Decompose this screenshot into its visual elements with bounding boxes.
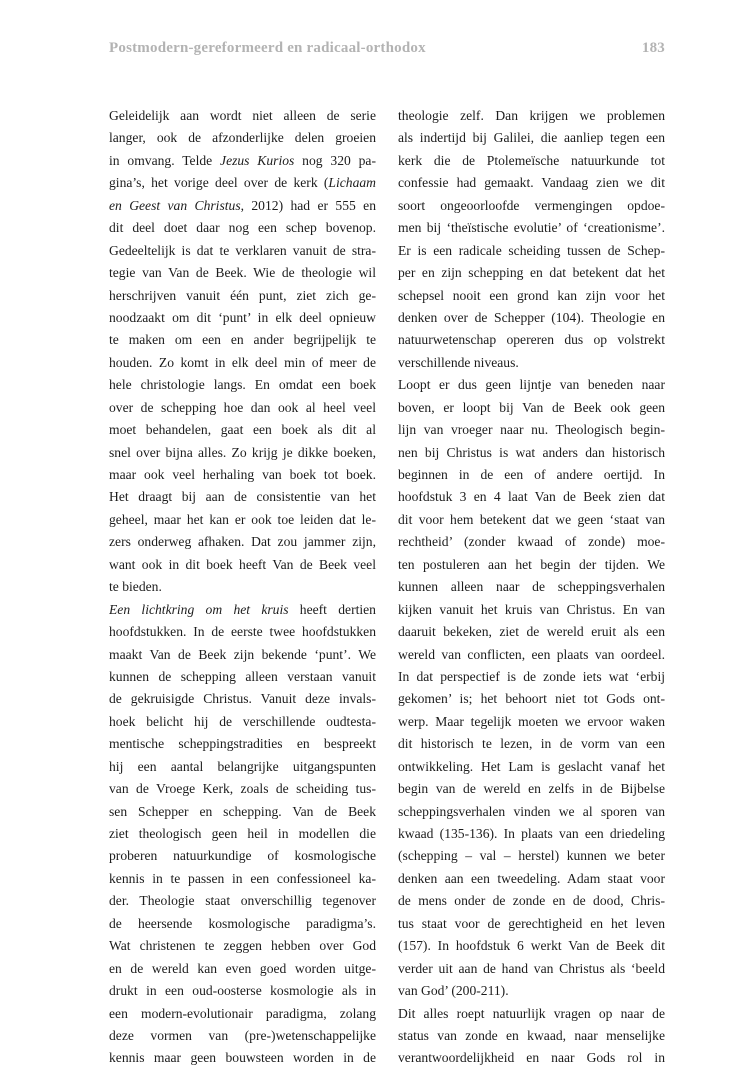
text-line: [109, 195, 376, 217]
text-line: maar ook veel herhaling van boek tot boek.: [109, 467, 376, 482]
text-line: rechtheid’ (zonder kwaad of zonde) moe-: [398, 534, 665, 550]
text-line: de heersende kosmologische paradigma’s.: [109, 915, 376, 931]
text-line: confessie had gemaakt. Vandaag zien we dit: [398, 175, 665, 191]
text-line: langer, ook de afzonderlijke delen groeien: [109, 130, 376, 146]
text-segment: , 2012) had er 555 en: [240, 197, 376, 213]
text-line: zers onderweg afhaken. Dat zou jammer zijn,: [109, 534, 376, 550]
text-line: mentische scheppingstradities en bespreekt: [109, 736, 376, 752]
text-line: van de Vroege Kerk, zoals de scheiding tus-: [109, 781, 376, 797]
text-line: Dit alles roept natuurlijk vragen op naar de: [398, 1005, 665, 1021]
text-segment: gina’s, het vorige deel over de kerk (: [109, 175, 329, 191]
text-line: natuurwetenschap opereren dus op volstrekt: [398, 332, 665, 348]
text-line: moet behandelen, gaat een boek als dit al: [109, 422, 376, 438]
italic-title: en Geest van Christus: [109, 197, 241, 213]
text-line: de gekruisigde Christus. Vanuit deze invals-: [109, 691, 376, 707]
text-line: soort ongeoorloofde vermengingen opdoe-: [398, 197, 665, 213]
text-line: want ook in dit boek heeft Van de Beek veel: [109, 556, 376, 572]
text-line: Wat christenen te zeggen hebben over God: [109, 938, 376, 954]
text-line: (157). In hoofdstuk 6 werkt Van de Beek dit: [398, 938, 665, 954]
text-line: snel over bijna alles. Zo krijg je dikke boeken,: [109, 444, 376, 460]
running-title: Postmodern-gereformeerd en radicaal-orthodox: [109, 40, 426, 56]
text-line: en de wereld kan even goed worden uitge-: [109, 960, 376, 976]
text-segment: heeft dertien: [288, 601, 376, 617]
text-line: Loopt er dus geen lijntje van beneden naar: [398, 377, 665, 393]
text-line: per en zijn schepping en dat betekent dat het: [398, 265, 665, 281]
text-line: drukt in een oud-oosterse kosmologie als in: [109, 983, 376, 999]
text-line: hij een aantal belangrijke uitgangspunten: [109, 758, 376, 774]
text-line: Het draagt bij aan de consistentie van het: [109, 489, 376, 505]
text-line: kijken vanuit het kruis van Christus. En van: [398, 601, 665, 617]
text-line: schepsel nooit een grond kan zijn voor het: [398, 287, 665, 303]
text-line: tus staat voor de gerechtigheid en het leven: [398, 915, 665, 931]
text-line: lijn van vroeger naar nu. Theologisch begin-: [398, 422, 665, 438]
text-line: kunnen de schepping alleen verstaan vanuit: [109, 668, 376, 684]
text-line: herschrijven vanuit één punt, ziet zich ge-: [109, 287, 376, 303]
text-line: verschillende niveaus.: [398, 354, 519, 370]
text-line: men bij ‘theïstische evolutie’ of ‘creationisme’.: [398, 220, 665, 236]
text-line: [109, 150, 376, 172]
text-line: scheppingsverhalen vinden we al sporen van: [398, 803, 665, 819]
italic-title: Jezus Kurios: [220, 152, 295, 168]
text-line: ontwikkeling. Het Lam is geslacht vanaf het: [398, 758, 665, 774]
text-line: kwaad (135-136). In plaats van een driedeling: [398, 826, 665, 841]
text-line: de mens onder de zonde en de dood, Chris-: [398, 893, 665, 909]
text-line: In dat perspectief is de zonde iets wat ‘erbij: [398, 668, 665, 684]
text-line: beginnen in de een of andere oertijd. In: [398, 467, 665, 482]
text-segment: in omvang. Telde: [109, 152, 221, 168]
text-line: kennis maar geen bouwsteen worden in de: [109, 1050, 376, 1066]
text-line: der. Theologie staat onverschillig tegenover: [109, 893, 376, 909]
text-line: als indertijd bij Galilei, die aanliep tegen een: [398, 130, 665, 146]
text-line: kunnen alleen naar de scheppingsverhalen: [398, 579, 665, 595]
text-line: [109, 599, 376, 621]
text-line: hoofdstukken. In de eerste twee hoofdstukken: [109, 624, 376, 640]
text-line: noodzaakt om dit ‘punt’ in elk deel opnieuw: [109, 309, 376, 325]
right-column: [398, 105, 665, 1070]
text-line: houden. Zo komt in elk deel min of meer de: [109, 354, 376, 370]
text-line: gekomen’ is; het behoort niet tot Gods ont-: [398, 691, 665, 707]
text-line: maakt Van de Beek zijn bekende ‘punt’. We: [109, 646, 376, 662]
text-line: wereld van conflicten, een plaats van oordeel.: [398, 646, 665, 662]
text-line: begin van de wereld en zelfs in de Bijbelse: [398, 781, 665, 797]
text-line: denken over de Schepper (104). Theologie en: [398, 309, 665, 325]
text-line: hoofdstuk 3 en 4 laat Van de Beek zien dat: [398, 489, 665, 505]
text-line: (schepping – val – herstel) kunnen we beter: [398, 848, 665, 864]
italic-title: Lichaam: [328, 175, 376, 191]
text-line: status van zonde en kwaad, naar menselijke: [398, 1027, 665, 1043]
text-line: te bieden.: [109, 579, 162, 595]
text-line: Er is een radicale scheiding tussen de Schep-: [398, 242, 665, 258]
text-line: verder uit aan de hand van Christus als ‘beeld: [398, 960, 665, 976]
text-line: een modern-evolutionair paradigma, zolang: [109, 1005, 376, 1021]
text-line: tegie van Van de Beek. Wie de theologie wil: [109, 265, 376, 281]
italic-title: Een lichtkring om het kruis: [109, 601, 289, 617]
text-line: denken aan een tweedeling. Adam staat voor: [398, 870, 665, 886]
page-number: 183: [641, 40, 665, 56]
text-line: verantwoordelijkheid en naar Gods rol in: [398, 1050, 665, 1066]
text-line: [109, 172, 376, 194]
text-line: daaruit bekeken, ziet de wereld eruit als een: [398, 624, 665, 640]
text-line: boven, er loopt bij Van de Beek ook geen: [398, 399, 665, 415]
text-line: theologie zelf. Dan krijgen we problemen: [398, 108, 665, 123]
text-line: dit deel doet daar nog een schep bovenop.: [109, 220, 376, 236]
text-line: Gedeeltelijk is dat te verklaren vanuit de stra-: [109, 242, 376, 258]
text-line: proberen natuurkundige of kosmologische: [109, 848, 376, 864]
text-line: ziet theologisch geen heil in modellen die: [109, 826, 376, 841]
text-line: van God’ (200-211).: [398, 983, 509, 999]
text-line: over de schepping hoe dan ook al heel veel: [109, 399, 376, 415]
text-line: kennis in te passen in een confessioneel ka-: [109, 870, 376, 886]
text-line: te maken om een en ander begrijpelijk te: [109, 332, 376, 348]
text-line: ten postuleren aan het begin der tijden. We: [398, 556, 665, 572]
text-line: Geleidelijk aan wordt niet alleen de serie: [109, 108, 376, 123]
text-line: deze vormen van (pre-)wetenschappelijke: [109, 1027, 376, 1043]
text-line: kerk die de Ptolemeïsche natuurkunde tot: [398, 152, 665, 168]
text-line: sen Schepper en schepping. Van de Beek: [109, 803, 376, 819]
text-line: nen bij Christus is wat anders dan historisch: [398, 444, 665, 460]
text-line: dit voor hem betekent dat we geen ‘staat van: [398, 511, 665, 527]
text-line: hele christologie langs. En omdat een boek: [109, 377, 376, 393]
text-line: werp. Maar tegelijk moeten we ervoor waken: [398, 713, 665, 729]
text-line: dit historisch te lezen, in de vorm van een: [398, 736, 665, 752]
left-column: [109, 105, 376, 1070]
text-line: hoek belicht hij de verschillende oudtesta-: [109, 713, 376, 729]
text-line: geheel, maar het kan er ook toe leiden dat le-: [109, 511, 376, 527]
text-segment: nog 320 pa-: [294, 152, 376, 168]
